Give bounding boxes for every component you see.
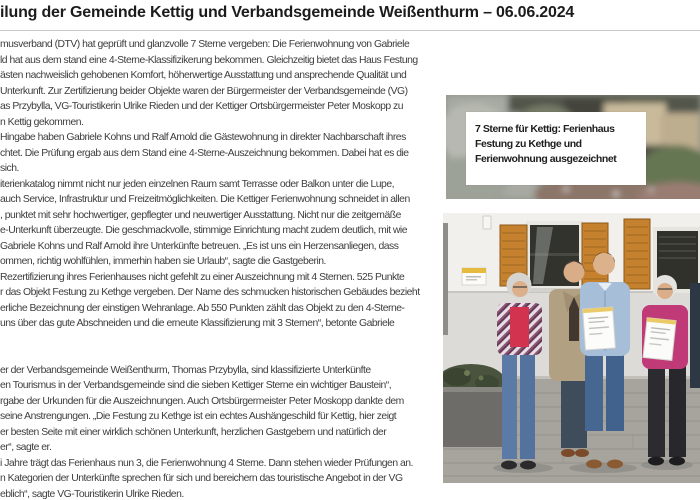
text-line: i Jahre trägt das Ferienhaus nun 3, die Ferienwohnung 4 Sterne. Dann stehen wieder Prüfungen an.	[0, 457, 413, 469]
text-line: Hingabe haben Gabriele Kohns und Ralf Arnold die Gästewohnung in direkter Nachbarschaft ihres	[0, 132, 406, 143]
text-line: e-Unterkunft überzeugte. Die geschmackvolle, stimmige Einrichtung macht zudem deutlich, mit wie	[0, 225, 407, 236]
text-line: ld hat aus dem stand eine 4-Sterne-Klassifizikerung bekommen. Gleichzeitig bietet das Haus Festung	[0, 54, 418, 66]
text-line: Gabriele Kohns und Ralf Arnold ihre Unterkünfte betreuen. „Es ist uns ein Herzensanliegen, dass	[0, 240, 399, 252]
photo-caption	[466, 112, 646, 185]
text-line: seine Anstrengungen. „Die Festung zu Kethge ist ein echtes Aushängeschild für Kettig, hier zeigt	[0, 411, 397, 422]
text-line: chtet. Die Prüfung ergab aus dem Stand eine 4-Sterne-Auszeichnung bekommen. Dabei hat es die	[0, 147, 409, 159]
aerial-photo	[446, 95, 700, 199]
header-divider	[0, 30, 700, 31]
text-line: iterienkatalog nimmt nicht nur jeden einzelnen Raum samt Terrasse oder Balkon unter die Lupe,	[0, 178, 394, 190]
photo-caption-line: Festung zu Kethge und	[475, 138, 582, 150]
text-line: auch Service, Infrastruktur und Freizeitmöglichkeiten. Die Kettiger Ferienwohnung schneidet in allen	[0, 194, 410, 205]
text-line: er der Verbandsgemeinde Weißenthurm, Thomas Przybylla, sind klassifizierte Unterkünfte	[0, 364, 371, 376]
text-line: Unterkunft. Zur Zertifizierung beider Objekte waren der Bürgermeister der Verbandsgemeinde (VG)	[0, 85, 408, 97]
person-partial-right	[690, 283, 700, 388]
text-line: uns über das gute Abschneiden und die erneute Klassifizierung mit 3 Sternen“, betonte Gabriele	[0, 318, 395, 329]
text-line: erliche Bezeichnung der einstigen Wehranlage. Ab 550 Punkten zählt das Objekt zu den 4-Sterne-	[0, 302, 405, 314]
text-line: er“, sagte er.	[0, 442, 52, 453]
text-line: r das Objekt Festung zu Kethge vergeben. Der Name des schmucken historischen Gebäudes bezieht	[0, 287, 420, 298]
text-line	[0, 347, 443, 363]
text-line: as Przybylla, VG-Touristikerin Ulrike Rieden und der Kettiger Ortsbürgermeister Peter Moskopp zu	[0, 101, 404, 112]
page-title: ilung der Gemeinde Kettig und Verbandsgemeinde Weißenthurm – 06.06.2024	[0, 4, 575, 21]
planter-bush	[443, 364, 505, 447]
text-line: en Tourismus in der Verbandsgemeinde sind die sieben Kettiger Sterne ein wichtiger Baustein“,	[0, 380, 392, 391]
text-line: er besten Seite mit einer wirklich schönen Unterkunft, herzlichen Gastgebern und natürlich der	[0, 426, 387, 438]
text-line: ommen, richtig wohlfühlen, immerhin haben sie Urlaub“, sagte die Gastgeberin.	[0, 256, 326, 267]
group-photo	[443, 213, 700, 483]
text-line: musverband (DTV) hat geprüft und glanzvolle 7 Sterne vergeben: Die Ferienwohnung von Gabriele	[0, 39, 410, 50]
group-photo-graphic	[443, 213, 700, 483]
text-line: n Kategorien der Unterkünfte sprechen für sich und bereichern das touristische Angebot in der VG	[0, 473, 403, 484]
text-line	[0, 332, 443, 348]
text-line: ästen nachweislich gehobenen Komfort, höherwertige Ausstattung und ansprechende Qualität und	[0, 70, 407, 81]
text-line: n Kettig gekommen.	[0, 116, 84, 128]
photo-caption-line: 7 Sterne für Kettig: Ferienhaus	[475, 123, 615, 135]
article-text	[0, 37, 443, 500]
text-line: eblich“, sagte VG-Touristikerin Ulrike Rieden.	[0, 488, 184, 500]
certificate	[643, 318, 676, 361]
photo-caption-line: Ferienwohnung ausgezeichnet	[475, 153, 617, 165]
shadow	[569, 463, 637, 473]
text-line: Rezertifizierung ihres Ferienhauses nicht gefehlt zu einer Auszeichnung mit 4 Sternen. 525 Punkte	[0, 271, 405, 283]
text-line: sich.	[0, 163, 19, 174]
certificate	[583, 307, 616, 350]
text-line: , punktet mit sehr hochwertiger, gepflegter und neuwertiger Ausstattung. Nicht nur die zeitgemäße	[0, 209, 401, 221]
text-line: rgabe der Urkunden für die Auszeichnungen. Auch Ortsbürgermeister Peter Moskopp dankte dem	[0, 395, 404, 407]
